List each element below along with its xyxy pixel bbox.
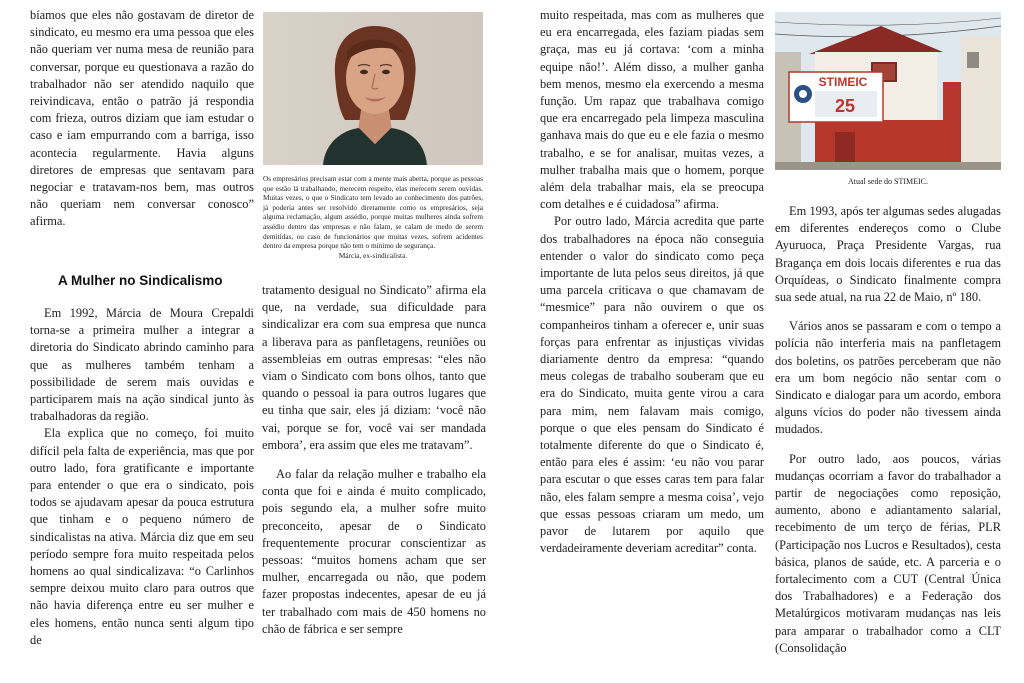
paragraph: Ao falar da relação mulher e trabalho ela conta que foi e ainda é muito complicado, pois segundo ela, a mulher sofre muito preconceito, apesar de o Sindicato frequentemente procurar conscientizar as pessoas: “muitos homens acham que ser mulher, encarregada ou não, que podem fazer propostas indecentes, apesar de eu já ter trabalhado com mais de 450 homens no chão de fábrica e ser sempre <box>262 467 486 636</box>
paragraph: Vários anos se passaram e com o tempo a polícia não interferia mais na panfletagem dos boletins, os patrões perceberam que não era um bom negócio não sentar com o Sindicato e dialogar para um acordo, embora alguns vícios do poder não tivessem ainda mudados. <box>775 319 1001 437</box>
paragraph: Em 1992, Márcia de Moura Crepaldi torna-se a primeira mulher a integrar a diretoria do Sindicato abrindo caminho para que as mulheres também tenham a possibilidade de serem mais ouvidas e participarem mais na ação sindical junto às trabalhadoras da região. <box>30 306 254 424</box>
caption-quote: Os empresários precisam estar com a mente mais aberta, porque as pessoas que estão lá trabalhando, merecem respeito, elas merecem serem ouvidas. Muitas vezes, o que o Sindicato tem levado ao conhecimento dos patrões, já poderia antes ser resolvido diretamente como os empresários, seja alguma reclamação, algum assédio, porque muitas mulheres ainda sofrem assédio dentro das empresas e não falam, se calam de medo de serem demitidas, ou caso de funcionários que muitas vezes, sofrem acidentes dentro da empresa porque não tem o mínimo de segurança. <box>263 174 483 251</box>
portrait-photo <box>263 12 483 165</box>
right-column-1 <box>540 7 764 558</box>
building-caption: Atual sede do STIMEIC. <box>848 177 928 186</box>
paragraph: Em 1993, após ter algumas sedes alugadas em diferentes endereços como o Clube Ayuruoca, Praça Presidente Vargas, rua Bragança em dois locais diferentes e rua das Orquídeas, o Sindicato finalmente compra sua sede atual, na rua 22 de Maio, nº 180. <box>775 204 1001 305</box>
section-title: A Mulher no Sindicalismo <box>58 273 223 288</box>
left-column-2 <box>262 282 486 638</box>
paragraph-continued: bíamos que eles não gostavam de diretor de sindicato, eu mesmo era uma pessoa que eles não queriam ver numa mesa de reunião para conversar, porque eu questionava a razão do trabalhador não ser atendido naquilo que reivindicava, então o patrão já respondia com frieza, outros diziam que iam estudar o caso e iam empurrando com a barriga, isso acontecia regularmente. Havia alguns diretores de empresas que sentavam para negociar e tratavam-nos bem, mas outros não queriam nem conversar conosco” afirma. <box>30 8 254 229</box>
paragraph: Ela explica que no começo, foi muito difícil pela falta de experiência, mas que por outro lado, fora gratificante e importante para entender o que era o sindicato, pois todos se ajudavam apesar da pouca estrutura que tinham e o pequeno número de sindicalistas na ativa. Márcia diz que em seu período sempre fora muito respeitada pelos homens ao qual sindicalizava: “o Carlinhos sempre deixou muito claro para outros que não havia diferença entre eu ser mulher e eles homens, então nunca senti algum tipo de <box>30 426 254 647</box>
building-photo <box>775 12 1001 170</box>
right-column-2 <box>775 203 1001 657</box>
paragraph-continued: tratamento desigual no Sindicato” afirma ela que, na verdade, sua dificuldade para sindicalizar era com sua empresa que nunca a liberava para as panfletagens, reuniões ou assembleias em outras empresas: “eles não viam o Sindicato com bons olhos, tanto que quando o pessoal ia para outros lugares que eu tinha que sair, eles já diziam: ‘você não vai, porque se for, você vai ser mandada embora’, era assim que eles me tratavam”. <box>262 283 486 452</box>
caption-signature: Márcia, ex-sindicalista. <box>338 250 408 260</box>
paragraph-continued: muito respeitada, mas com as mulheres que eu era encarregada, eles faziam piadas sem graça, mas eu já cortava: ‘com a minha equipe não!’. Além disso, a mulher ganha bem menos, mesmo ela exercendo a mesma função. Um rapaz que trabalhava comigo que era encarregado pela limpeza masculina ganhava mais do que eu e ele fazia o mesmo trabalho, e se for analisar, muitas vezes, a mulher trabalha mais que o homem, porque além dela trabalhar mais, ela se preocupa com detalhes e é cuidadosa” afirma. <box>540 8 764 212</box>
paragraph: Por outro lado, Márcia acredita que parte dos trabalhadores na época não conseguia entender o valor do sindicato como peça importante de luta pelos seus direitos, já que uma parcela criticava o que chamavam de “mesmice” para não ouvirem o que os companheiros tinham a oferecer e, unir suas forças para enfrentar as injustiças vividas diariamente dentro da empresa: “quando meus colegas de trabalho souberam que eu era do Sindicato, muita gente virou a cara para mim, nem falavam mais comigo, porque o que eles pensam do Sindicato é totalmente diferente do que o Sindicato é, então para eles é assim: ‘eu não vou parar para escutar o que esses caras tem para falar não, eles falam sempre a mesma coisa’, vejo que essas pessoas criaram um medo, um pavor de lutarem por aquilo que verdadeiramente deveriam acreditar” conta. <box>540 214 764 556</box>
portrait-caption <box>263 174 483 260</box>
paragraph: Por outro lado, aos poucos, várias mudanças ocorriam a favor do trabalhador a partir de negociações como reposição, aumento, abono e adiantamento salarial, recebimento de um terço de férias, PLR (Participação nos Lucros e Resultados), cesta básica, planos de saúde, etc. A parceria e o fortalecimento com a CUT (Central Única dos Trabalhadores) e a Federação dos Metalúrgicos motivaram mudanças nas leis para amparar o trabalhador como a CLT (Consolidação <box>775 451 1001 655</box>
left-column-1 <box>30 7 254 231</box>
banner-number: 25 <box>834 96 856 116</box>
sign-text: STIMEIC <box>818 75 868 89</box>
left-column-1-section <box>30 305 254 649</box>
